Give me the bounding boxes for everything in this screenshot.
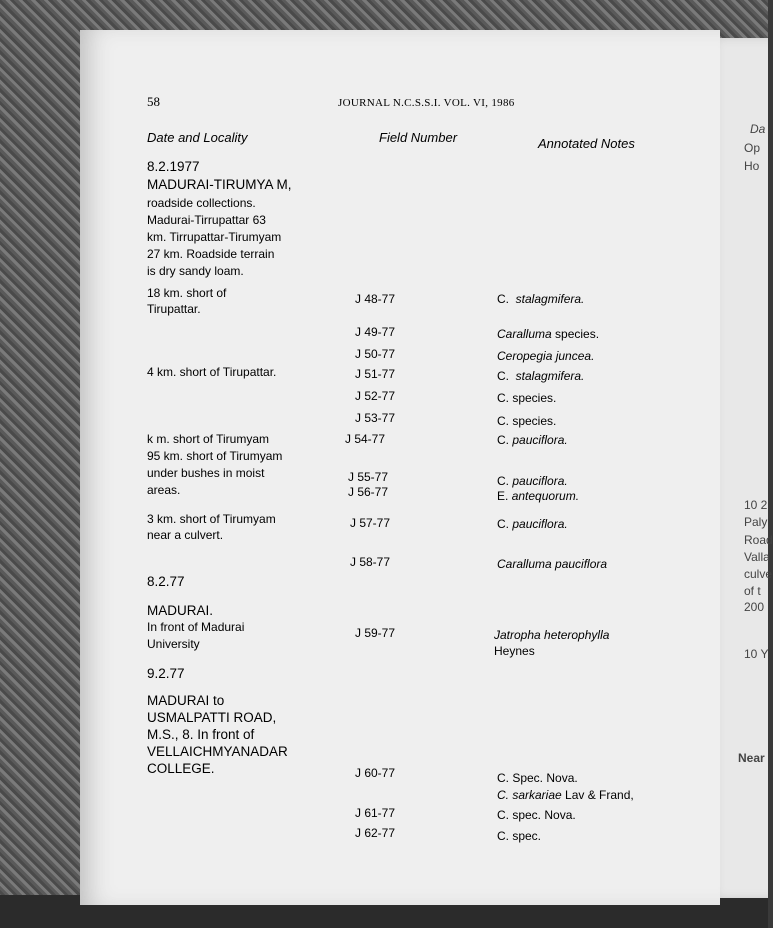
field-number: J 62-77 — [355, 826, 396, 840]
date-heading: 9.2.77 — [147, 666, 185, 681]
locality-title: MADURAI. — [147, 603, 214, 618]
next-page-text: Da — [750, 122, 766, 136]
locality-line: is dry sandy loam. — [147, 264, 244, 278]
locality-line: roadside collections. — [147, 196, 256, 210]
field-number: J 61-77 — [355, 806, 396, 820]
annotated-note: C. Spec. Nova. — [497, 771, 578, 785]
next-page-text: Near — [738, 751, 765, 765]
column-heading-locality: Date and Locality — [147, 130, 248, 145]
annotated-note: C. pauciflora. — [497, 474, 568, 488]
page-number: 58 — [147, 94, 160, 109]
date-heading: 8.2.1977 — [147, 159, 200, 174]
annotated-note: C. pauciflora. — [497, 517, 568, 531]
next-page-text: 10 Y — [744, 647, 769, 661]
locality-line: MADURAI to — [147, 693, 225, 708]
locality-line: 3 km. short of Tirumyam — [147, 512, 276, 526]
annotated-note: C. species. — [497, 414, 557, 428]
locality-title: MADURAI-TIRUMYA M, — [147, 177, 292, 192]
locality-line: M.S., 8. In front of — [147, 727, 255, 742]
column-heading-field-number: Field Number — [379, 130, 458, 145]
field-number: J 56-77 — [348, 485, 389, 499]
date-heading: 8.2.77 — [147, 574, 185, 589]
locality-line: 95 km. short of Tirumyam — [147, 449, 283, 463]
next-page-text: Op — [744, 141, 761, 155]
field-number: J 53-77 — [355, 411, 396, 425]
annotated-note: Caralluma pauciflora — [497, 557, 608, 571]
annotated-note: Caralluma species. — [497, 327, 600, 341]
locality-line: km. Tirrupattar-Tirumyam — [147, 230, 282, 244]
next-page-text: 200 — [744, 600, 765, 614]
next-page-text: Ho — [744, 159, 760, 173]
field-number: J 51-77 — [355, 367, 396, 381]
next-page-text: of t — [744, 584, 761, 598]
annotated-note: C. spec. — [497, 829, 542, 843]
annotated-note: C. sarkariae Lav & Frand, — [497, 788, 634, 802]
locality-line: areas. — [147, 483, 181, 497]
annotated-note: C. species. — [497, 391, 557, 405]
field-number: J 57-77 — [350, 516, 391, 530]
field-number: J 59-77 — [355, 626, 396, 640]
annotated-note: C. stalagmifera. — [497, 369, 585, 383]
locality-line: University — [147, 637, 200, 651]
annotated-note: C. spec. Nova. — [497, 808, 576, 822]
field-number: J 60-77 — [355, 766, 396, 780]
next-page-text: Road — [744, 533, 773, 547]
locality-line: under bushes in moist — [147, 466, 265, 480]
field-number: J 52-77 — [355, 389, 396, 403]
locality-line: k m. short of Tirumyam — [147, 432, 270, 446]
field-number: J 58-77 — [350, 555, 391, 569]
next-page-text: Paly — [744, 515, 768, 529]
locality-line: 4 km. short of Tirupattar. — [147, 365, 277, 379]
field-number: J 50-77 — [355, 347, 396, 361]
locality-line: In front of Madurai — [147, 620, 245, 634]
locality-line: VELLAICHMYANADAR — [147, 744, 288, 759]
locality-line: Madurai-Tirrupattar 63 — [147, 213, 266, 227]
annotated-note: Jatropha heterophylla — [494, 628, 610, 642]
journal-header: JOURNAL N.C.S.S.I. VOL. VI, 1986 — [338, 97, 515, 109]
field-number: J 49-77 — [355, 325, 396, 339]
annotated-note: Heynes — [494, 644, 535, 658]
annotated-note: C. pauciflora. — [497, 433, 568, 447]
annotated-note: C. stalagmifera. — [497, 292, 585, 306]
locality-line: near a culvert. — [147, 528, 224, 542]
next-page-text: culve — [744, 567, 773, 581]
column-heading-notes: Annotated Notes — [538, 136, 635, 151]
locality-line: 27 km. Roadside terrain — [147, 247, 275, 261]
field-number: J 54-77 — [345, 432, 386, 446]
next-page-text: 10 2 — [744, 498, 768, 512]
next-page-text: Valla — [744, 550, 770, 564]
field-number: J 48-77 — [355, 292, 396, 306]
field-number: J 55-77 — [348, 470, 389, 484]
annotated-note: E. antequorum. — [497, 489, 580, 503]
locality-line: USMALPATTI ROAD, — [147, 710, 277, 725]
locality-line: Tirupattar. — [147, 302, 201, 316]
locality-line: 18 km. short of — [147, 286, 227, 300]
annotated-note: Ceropegia juncea. — [497, 349, 595, 363]
locality-line: COLLEGE. — [147, 761, 215, 776]
